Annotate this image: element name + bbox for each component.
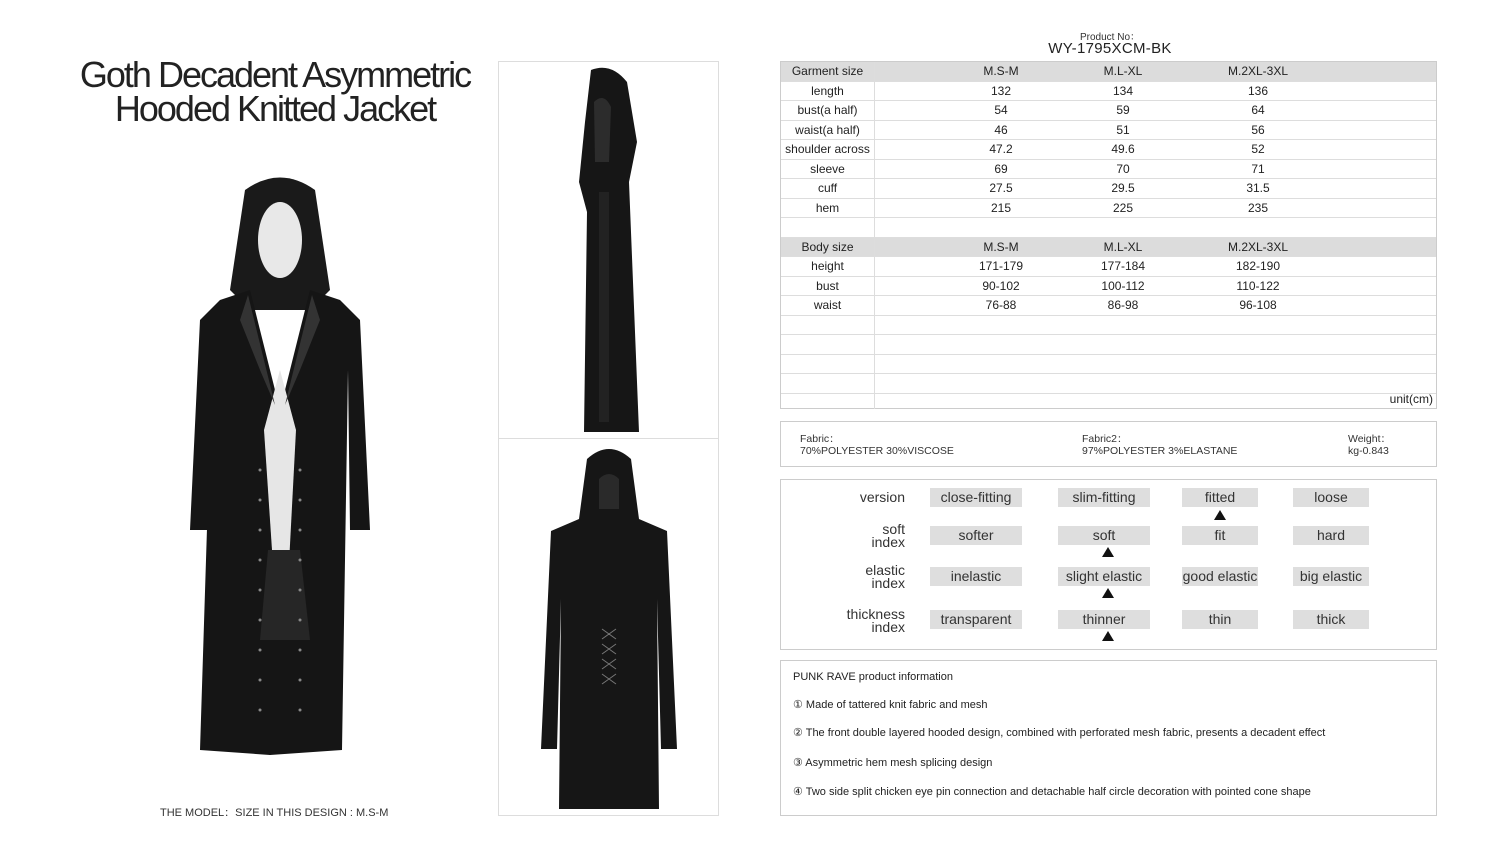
table-row xyxy=(781,257,1436,277)
body-size-header xyxy=(781,238,1436,258)
table-header-cell: Body size xyxy=(781,238,875,257)
thickness-option-selected: thinner xyxy=(1058,610,1150,629)
back-view-image xyxy=(498,438,719,816)
table-header-cell: Garment size xyxy=(781,62,875,81)
front-view-image xyxy=(160,170,400,770)
model-size-note: THE MODEL：SIZE IN THIS DESIGN : M.S-M xyxy=(160,807,389,819)
fabric-1-label: Fabric： xyxy=(800,433,840,445)
soft-option-selected: soft xyxy=(1058,526,1150,545)
table-cell: 64 xyxy=(1251,103,1265,117)
table-row xyxy=(781,277,1436,297)
thickness-option: thin xyxy=(1182,610,1258,629)
table-header-cell: M.L-XL xyxy=(1103,64,1143,78)
elastic-option-selected: slight elastic xyxy=(1058,567,1150,586)
table-cell: 51 xyxy=(1116,122,1130,137)
table-cell: 225 xyxy=(1112,200,1134,215)
thickness-option: thick xyxy=(1293,610,1369,629)
version-option-selected: fitted xyxy=(1182,488,1258,507)
row-label-empty xyxy=(781,335,875,354)
table-row xyxy=(781,140,1436,160)
table-cell: 70 xyxy=(1116,161,1130,176)
thickness-option: transparent xyxy=(930,610,1022,629)
table-cell: 132 xyxy=(990,83,1012,98)
table-row-empty xyxy=(781,335,1436,355)
side-view-image xyxy=(498,61,719,439)
row-label-empty xyxy=(781,374,875,393)
table-cell: 49.6 xyxy=(1111,142,1135,156)
product-information xyxy=(780,660,1437,816)
table-cell: 177-184 xyxy=(1100,259,1146,273)
version-label-text: version xyxy=(859,489,905,505)
info-item: ① Made of tattered knit fabric and mesh xyxy=(793,699,988,711)
table-cell: 90-102 xyxy=(982,278,1020,293)
weight xyxy=(1348,433,1391,457)
soft-option: fit xyxy=(1182,526,1258,545)
info-item: ④ Two side split chicken eye pin connection and detachable half circle decoration with pointed cone shape xyxy=(793,786,1311,798)
table-cell: 54 xyxy=(994,103,1008,117)
row-label: shoulder across xyxy=(781,140,875,159)
product-title-line1: Goth Decadent Asymmetric xyxy=(79,54,471,95)
product-number-label: Product No： xyxy=(1079,32,1141,43)
garment-size-header xyxy=(781,62,1436,82)
fit-index-panel xyxy=(780,479,1437,650)
table-cell: 27.5 xyxy=(989,181,1013,195)
thickness-label-line2: index xyxy=(871,619,905,635)
product-number: WY-1795XCM-BK xyxy=(1048,40,1172,57)
size-table xyxy=(780,61,1437,409)
row-label: bust xyxy=(781,277,875,296)
row-label: sleeve xyxy=(781,160,875,179)
elastic-option: good elastic xyxy=(1182,568,1258,584)
table-row xyxy=(781,199,1436,219)
selection-marker xyxy=(1102,631,1114,641)
table-row-empty xyxy=(781,394,1436,409)
fabric-info xyxy=(780,421,1437,467)
row-label: height xyxy=(781,257,875,276)
elastic-option: inelastic xyxy=(930,567,1022,586)
row-label: bust(a half) xyxy=(781,101,875,120)
row-label: waist(a half) xyxy=(781,121,875,140)
table-cell: 47.2 xyxy=(989,142,1013,156)
table-cell: 182-190 xyxy=(1235,259,1281,273)
table-cell: 100-112 xyxy=(1101,278,1145,293)
table-row xyxy=(781,179,1436,199)
selection-marker xyxy=(1214,510,1226,520)
table-cell: 69 xyxy=(994,161,1008,176)
table-row xyxy=(781,101,1436,121)
fabric-2 xyxy=(1082,433,1237,457)
thickness-label-line1: thickness xyxy=(846,606,905,622)
row-label: length xyxy=(781,82,875,101)
soft-index-label xyxy=(795,523,905,549)
row-label: cuff xyxy=(781,179,875,198)
selection-marker xyxy=(1102,588,1114,598)
weight-label: Weight： xyxy=(1348,433,1391,445)
side-view-illustration xyxy=(499,62,720,440)
selection-marker xyxy=(1102,547,1114,557)
row-label-empty xyxy=(781,355,875,374)
soft-label-line1: soft xyxy=(882,521,905,537)
table-cell: 86-98 xyxy=(1107,298,1139,312)
fabric-1-value: 70%POLYESTER 30%VISCOSE xyxy=(800,445,954,457)
table-cell: 31.5 xyxy=(1246,181,1270,195)
table-row-empty xyxy=(781,374,1436,394)
soft-option: softer xyxy=(930,526,1022,545)
info-item: ③ Asymmetric hem mesh splicing design xyxy=(793,757,993,769)
version-option: loose xyxy=(1293,488,1369,507)
table-cell: 136 xyxy=(1247,83,1269,98)
soft-label-line2: index xyxy=(871,534,905,550)
table-cell: 71 xyxy=(1251,161,1265,176)
table-cell: 59 xyxy=(1116,103,1130,117)
row-label: hem xyxy=(781,199,875,218)
fabric-2-label: Fabric2： xyxy=(1082,433,1128,445)
elastic-option: big elastic xyxy=(1293,567,1369,586)
row-label: waist xyxy=(781,296,875,315)
table-row-empty xyxy=(781,316,1436,336)
row-label-empty xyxy=(781,394,875,409)
table-header-cell: M.2XL-3XL xyxy=(1227,239,1289,254)
version-option: close-fitting xyxy=(930,488,1022,507)
table-header-cell: M.L-XL xyxy=(1103,239,1143,254)
table-cell: 110-122 xyxy=(1236,278,1280,293)
elastic-label-line1: elastic xyxy=(865,562,905,578)
table-cell: 134 xyxy=(1112,83,1134,98)
table-cell: 171-179 xyxy=(978,259,1024,273)
row-label-empty xyxy=(781,218,875,237)
info-item: ② The front double layered hooded design, combined with perforated mesh fabric, presents a decadent effect xyxy=(793,727,1326,739)
product-title xyxy=(40,54,510,129)
table-row-empty xyxy=(781,355,1436,375)
version-option: slim-fitting xyxy=(1058,488,1150,507)
fabric-2-value: 97%POLYESTER 3%ELASTANE xyxy=(1082,445,1238,457)
soft-option: hard xyxy=(1293,526,1369,545)
unit-label: unit(cm) xyxy=(1389,392,1433,406)
fabric-1 xyxy=(800,433,954,457)
table-cell: 46 xyxy=(994,122,1008,137)
info-heading: PUNK RAVE product information xyxy=(793,671,953,683)
version-label xyxy=(795,491,905,504)
table-row xyxy=(781,296,1436,316)
table-cell: 56 xyxy=(1251,122,1265,137)
table-header-cell: M.2XL-3XL xyxy=(1227,64,1289,78)
table-cell: 52 xyxy=(1251,142,1265,156)
table-row xyxy=(781,82,1436,102)
table-header-cell: M.S-M xyxy=(983,64,1019,78)
product-title-line2: Hooded Knitted Jacket xyxy=(114,88,436,129)
back-view-illustration xyxy=(499,439,720,817)
thickness-index-label xyxy=(795,608,905,634)
weight-value: kg-0.843 xyxy=(1348,445,1389,457)
table-cell: 29.5 xyxy=(1111,181,1135,195)
elastic-label-line2: index xyxy=(871,575,905,591)
table-cell: 215 xyxy=(990,200,1012,215)
table-cell: 76-88 xyxy=(985,298,1017,312)
table-row xyxy=(781,121,1436,141)
table-cell: 235 xyxy=(1247,200,1269,215)
table-row-empty xyxy=(781,218,1436,238)
row-label-empty xyxy=(781,316,875,335)
table-cell: 96-108 xyxy=(1239,298,1277,312)
elastic-index-label xyxy=(795,564,905,590)
table-header-cell: M.S-M xyxy=(983,239,1019,254)
table-row xyxy=(781,160,1436,180)
